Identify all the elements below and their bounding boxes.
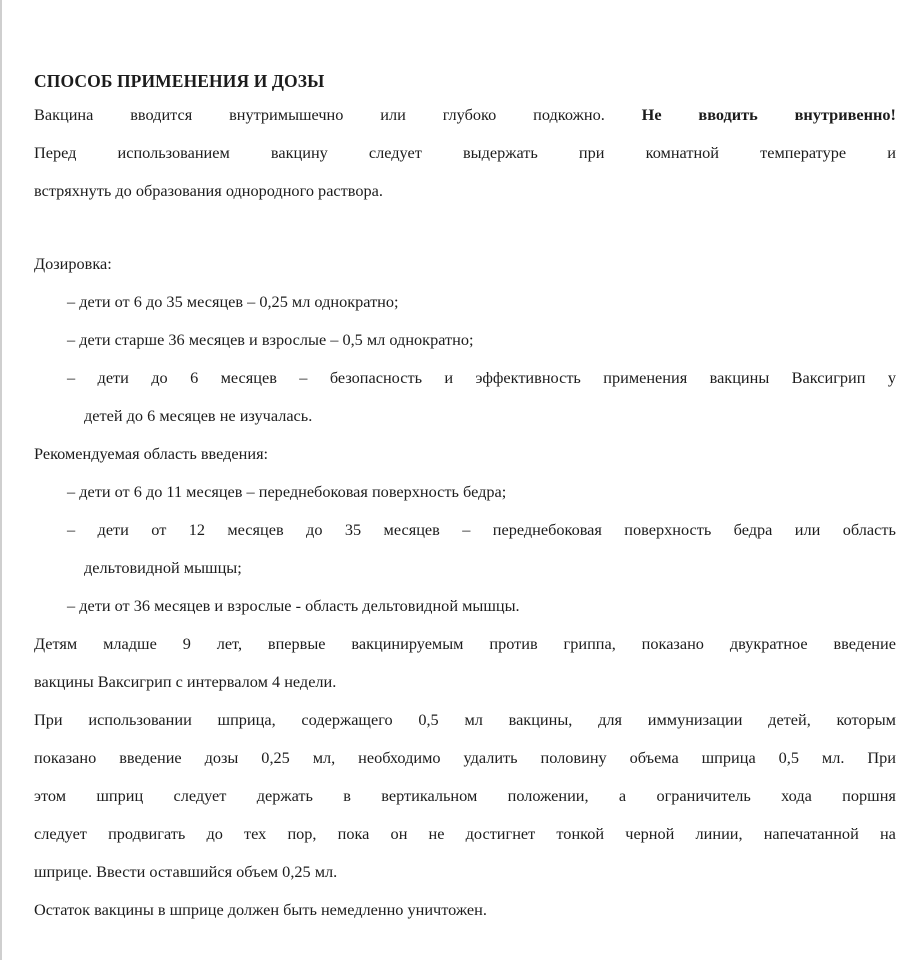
word: продвигать [108, 824, 186, 843]
word: тонкой [556, 824, 605, 843]
word: поверхность [624, 520, 712, 539]
word: линии, [695, 824, 743, 843]
word: держать [256, 786, 313, 805]
remainder-line: Остаток вакцины в шприце должен быть немедленно уничтожен. [34, 900, 487, 919]
word: при [578, 143, 605, 162]
word: шприц [96, 786, 144, 805]
word: область [842, 520, 896, 539]
word: месяцев [383, 520, 440, 539]
word: дети [97, 368, 129, 387]
word: хода [781, 786, 812, 805]
word: следует [34, 824, 87, 843]
word: на [879, 824, 896, 843]
word: Детям [34, 634, 78, 653]
word: показано [34, 748, 97, 767]
word: Ваксигрип [791, 368, 866, 387]
paragraph-gap [34, 210, 896, 245]
syringe-line-3 [34, 777, 896, 815]
word: переднебоковая [492, 520, 602, 539]
area-item-1: – дети от 6 до 11 месяцев – переднебоковая поверхность бедра; [67, 482, 507, 501]
word: шприца, [217, 710, 276, 729]
word: – [67, 368, 76, 387]
word: от [151, 520, 167, 539]
word: введение [119, 748, 182, 767]
word: пор, [287, 824, 317, 843]
word: месяцев [227, 520, 284, 539]
word: Вакцина [34, 105, 94, 124]
children-line-1 [34, 625, 896, 663]
word: он [390, 824, 408, 843]
word: и [887, 143, 896, 162]
word: содержащего [301, 710, 393, 729]
word: дети [97, 520, 129, 539]
word: или [794, 520, 821, 539]
word: черной [625, 824, 675, 843]
word: дозы [204, 748, 239, 767]
word: показано [641, 634, 704, 653]
word: до [206, 824, 223, 843]
word: следует [368, 143, 422, 162]
word: пока [337, 824, 370, 843]
word: положении, [507, 786, 589, 805]
syringe-line-5: шприце. Ввести оставшийся объем 0,25 мл. [34, 862, 338, 881]
word: для [598, 710, 623, 729]
word: эффективность [475, 368, 581, 387]
children-line-2: вакцины Ваксигрип с интервалом 4 недели. [34, 672, 337, 691]
word: а [618, 786, 627, 805]
word: гриппа, [563, 634, 616, 653]
word: применения [603, 368, 688, 387]
word: мл [464, 710, 483, 729]
word: вводить [698, 105, 758, 124]
word: 35 [344, 520, 362, 539]
word: месяцев [220, 368, 277, 387]
word: При [34, 710, 63, 729]
word: лет, [216, 634, 243, 653]
word: комнатной [645, 143, 720, 162]
word: необходимо [358, 748, 441, 767]
word: введение [833, 634, 896, 653]
word: Перед [34, 143, 77, 162]
word: – [67, 520, 76, 539]
word: использовании [88, 710, 192, 729]
word: достигнет [465, 824, 536, 843]
word: 12 [188, 520, 205, 539]
word: бедра [733, 520, 773, 539]
page-edge-line [0, 0, 2, 960]
word: – [299, 368, 308, 387]
word: вакцины, [508, 710, 573, 729]
word: тех [244, 824, 267, 843]
word: безопасность [329, 368, 422, 387]
word: напечатанной [763, 824, 859, 843]
word: вводится [130, 105, 193, 124]
word: у [887, 368, 896, 387]
word: вакцину [270, 143, 328, 162]
word: объема [629, 748, 679, 767]
document-body [34, 66, 896, 929]
word: которым [836, 710, 896, 729]
word: вакцинируемым [351, 634, 464, 653]
word: двукратное [729, 634, 808, 653]
syringe-line-1 [34, 701, 896, 739]
word: в [343, 786, 351, 805]
dosage-item-2: – дети старше 36 месяцев и взрослые – 0,5 мл однократно; [67, 330, 474, 349]
word: не [428, 824, 445, 843]
word: впервые [267, 634, 326, 653]
word: иммунизации [647, 710, 743, 729]
dosage-title: Дозировка: [34, 254, 112, 273]
word: 0,5 [778, 748, 799, 767]
word: младше [103, 634, 157, 653]
word: вертикальном [381, 786, 478, 805]
word: 6 [190, 368, 199, 387]
dosage-item-3-line-2: детей до 6 месяцев не изучалась. [84, 406, 313, 425]
word: мл, [312, 748, 336, 767]
word: мл. [821, 748, 845, 767]
word: детей, [768, 710, 811, 729]
word: подкожно. [533, 105, 605, 124]
dosage-item-1: – дети от 6 до 35 месяцев – 0,25 мл однократно; [67, 292, 399, 311]
word: удалить [463, 748, 518, 767]
word: половину [540, 748, 607, 767]
area-item-2-line-2: дельтовидной мышцы; [84, 558, 242, 577]
word: температуре [760, 143, 847, 162]
area-item-3: – дети от 36 месяцев и взрослые - область дельтовидной мышцы. [67, 596, 520, 615]
word: использованием [117, 143, 230, 162]
word: вакцины [709, 368, 770, 387]
area-title: Рекомендуемая область введения: [34, 444, 269, 463]
word: При [867, 748, 896, 767]
syringe-line-4 [34, 815, 896, 853]
word: или [380, 105, 406, 124]
word: до [151, 368, 168, 387]
word: 0,25 [261, 748, 290, 767]
word: выдержать [462, 143, 538, 162]
word: и [444, 368, 454, 387]
word: ограничитель [656, 786, 751, 805]
word: внутримышечно [229, 105, 344, 124]
word: глубоко [442, 105, 497, 124]
word: Не [641, 105, 662, 124]
word: против [489, 634, 538, 653]
intro-line-2 [34, 134, 896, 172]
section-heading: СПОСОБ ПРИМЕНЕНИЯ И ДОЗЫ [34, 71, 325, 91]
word: этом [34, 786, 67, 805]
word: внутривенно! [794, 105, 896, 124]
word: поршня [842, 786, 896, 805]
dosage-item-3-line-1 [34, 359, 896, 397]
word: до [306, 520, 323, 539]
area-item-2-line-1 [34, 511, 896, 549]
intro-line-3: встряхнуть до образования однородного раствора. [34, 181, 383, 200]
word: – [462, 520, 471, 539]
word: шприца [701, 748, 756, 767]
word: 9 [182, 634, 191, 653]
word: следует [173, 786, 227, 805]
syringe-line-2 [34, 739, 896, 777]
word: 0,5 [418, 710, 439, 729]
intro-line-1 [34, 96, 896, 134]
